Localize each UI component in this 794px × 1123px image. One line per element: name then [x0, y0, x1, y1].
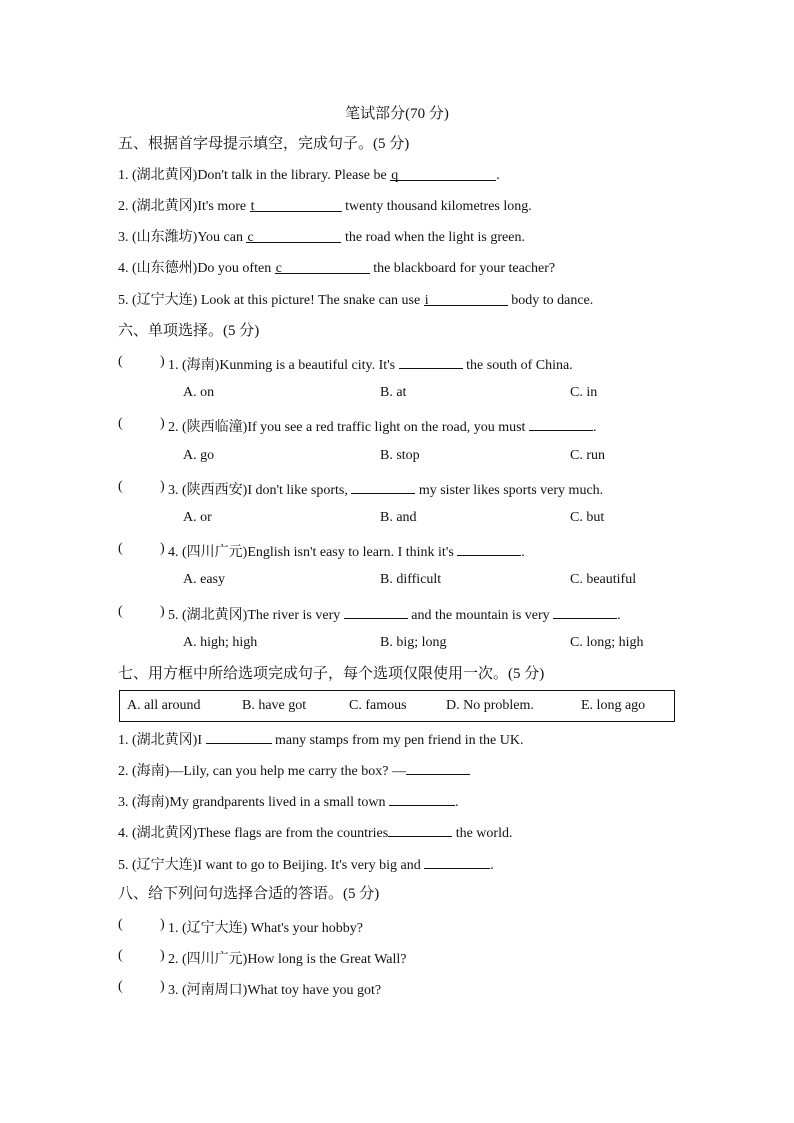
option-a[interactable]: A. easy	[183, 572, 225, 587]
match-question-1: 1. (辽宁大连) What's your hobby?	[168, 921, 363, 936]
answer-paren-right: )	[160, 479, 165, 494]
answer-blank[interactable]	[250, 198, 342, 212]
word-bank-box	[119, 690, 675, 722]
hint-letter: i	[424, 293, 429, 308]
section6-heading: 六、单项选择。(5 分)	[118, 323, 260, 339]
answer-paren-right: )	[160, 948, 165, 963]
option-a[interactable]: A. or	[183, 510, 212, 525]
word-bank-option-e: E. long ago	[581, 698, 646, 713]
answer-paren-left: (	[118, 604, 123, 619]
answer-paren-right: )	[160, 416, 165, 431]
option-c[interactable]: C. in	[570, 385, 598, 400]
question-text: 2. (陕西临潼)If you see a red traffic light on the road, you must	[168, 420, 529, 435]
match-question-3: 3. (河南周口)What toy have you got?	[168, 983, 382, 998]
box-item-text: 1. (湖北黄冈)I	[118, 733, 206, 748]
box-item-text: the world.	[452, 826, 513, 841]
option-b[interactable]: B. and	[380, 510, 417, 525]
answer-paren-left: (	[118, 948, 123, 963]
section8-heading: 八、给下列问句选择合适的答语。(5 分)	[118, 886, 380, 902]
answer-blank[interactable]	[206, 730, 272, 744]
question-text: .	[592, 420, 597, 435]
answer-paren-left: (	[118, 541, 123, 556]
box-item-5	[118, 855, 494, 875]
word-bank-option-b: B. have got	[242, 698, 307, 713]
option-c[interactable]: C. long; high	[570, 635, 644, 650]
word-bank-option-d: D. No problem.	[446, 698, 534, 713]
answer-paren-right: )	[160, 604, 165, 619]
box-item-text: 3. (海南)My grandparents lived in a small town	[118, 795, 390, 810]
section5-heading: 五、根据首字母提示填空，完成句子。(5 分)	[118, 136, 410, 152]
box-item-text: 4. (湖北黄冈)These flags are from the countries	[118, 826, 389, 841]
mc-question-4	[168, 541, 525, 561]
box-item-3	[118, 792, 459, 812]
box-item-text: 2. (海南)—Lily, can you help me carry the box? —	[118, 764, 406, 779]
answer-blank[interactable]	[529, 417, 593, 431]
fill-item-3	[118, 229, 525, 247]
hint-letter: t	[250, 199, 255, 214]
answer-blank[interactable]	[389, 792, 455, 806]
fill-item-text: the road when the light is green.	[341, 230, 525, 245]
answer-blank[interactable]	[424, 292, 508, 306]
option-c[interactable]: C. beautiful	[570, 572, 637, 587]
box-item-text: many stamps from my pen friend in the UK.	[271, 733, 524, 748]
box-item-text: .	[490, 858, 494, 873]
answer-paren-left: (	[118, 354, 123, 369]
question-text: 3. (陕西西安)I don't like sports,	[168, 483, 352, 498]
answer-blank[interactable]	[275, 260, 370, 274]
fill-item-text: 2. (湖北黄冈)It's more	[118, 199, 250, 214]
fill-item-text: body to dance.	[507, 293, 594, 308]
hint-letter: c	[247, 230, 254, 245]
answer-paren-left: (	[118, 979, 123, 994]
box-item-4	[118, 823, 512, 843]
question-text: .	[521, 545, 525, 560]
answer-paren-right: )	[160, 979, 165, 994]
mc-question-3	[168, 479, 603, 499]
answer-blank[interactable]	[390, 167, 496, 181]
question-text: and the mountain is very	[407, 608, 554, 623]
box-item-1	[118, 730, 523, 750]
option-b[interactable]: B. difficult	[380, 572, 442, 587]
answer-paren-right: )	[160, 917, 165, 932]
option-a[interactable]: A. on	[183, 385, 215, 400]
box-item-text: 5. (辽宁大连)I want to go to Beijing. It's very big and	[118, 858, 425, 873]
answer-blank[interactable]	[388, 823, 452, 837]
question-text: the south of China.	[462, 358, 573, 373]
option-b[interactable]: B. at	[380, 385, 407, 400]
fill-item-1	[118, 167, 500, 185]
option-c[interactable]: C. run	[570, 448, 605, 463]
fill-item-text: twenty thousand kilometres long.	[341, 199, 532, 214]
question-text: 1. (海南)Kunming is a beautiful city. It's	[168, 358, 399, 373]
fill-item-text: 3. (山东潍坊)You can	[118, 230, 247, 245]
fill-item-4	[118, 260, 555, 278]
fill-item-text: 5. (辽宁大连) Look at this picture! The snake can use	[118, 293, 424, 308]
answer-blank[interactable]	[553, 605, 617, 619]
option-c[interactable]: C. but	[570, 510, 605, 525]
option-b[interactable]: B. big; long	[380, 635, 447, 650]
fill-item-5	[118, 292, 593, 310]
fill-item-text: the blackboard for your teacher?	[369, 261, 556, 276]
hint-letter: c	[275, 261, 282, 276]
word-bank-option-a: A. all around	[127, 698, 201, 713]
answer-paren-right: )	[160, 354, 165, 369]
word-bank-option-c: C. famous	[349, 698, 407, 713]
question-text: .	[617, 608, 621, 623]
answer-blank[interactable]	[399, 355, 463, 369]
question-text: 5. (湖北黄冈)The river is very	[168, 608, 344, 623]
answer-blank[interactable]	[246, 229, 341, 243]
option-a[interactable]: A. high; high	[183, 635, 258, 650]
answer-blank[interactable]	[351, 480, 415, 494]
fill-item-text: .	[496, 168, 500, 183]
answer-paren-right: )	[160, 541, 165, 556]
answer-paren-left: (	[118, 416, 123, 431]
page-title: 笔试部分(70 分)	[345, 106, 449, 122]
hint-letter: q	[391, 168, 399, 183]
option-b[interactable]: B. stop	[380, 448, 420, 463]
fill-item-2	[118, 198, 532, 216]
mc-question-1	[168, 354, 573, 374]
mc-question-2	[168, 416, 596, 436]
answer-blank[interactable]	[457, 542, 521, 556]
answer-paren-left: (	[118, 917, 123, 932]
question-text: 4. (四川广元)English isn't easy to learn. I think it's	[168, 545, 458, 560]
box-item-2	[118, 761, 470, 781]
section7-heading: 七、用方框中所给选项完成句子，每个选项仅限使用一次。(5 分)	[118, 666, 545, 682]
question-text: my sister likes sports very much.	[415, 483, 604, 498]
option-a[interactable]: A. go	[183, 448, 215, 463]
match-question-2: 2. (四川广元)How long is the Great Wall?	[168, 952, 407, 967]
fill-item-text: 1. (湖北黄冈)Don't talk in the library. Please be	[118, 168, 391, 183]
box-item-text: .	[455, 795, 459, 810]
answer-paren-left: (	[118, 479, 123, 494]
answer-blank[interactable]	[344, 605, 408, 619]
mc-question-5	[168, 604, 621, 624]
answer-blank[interactable]	[406, 761, 470, 775]
answer-blank[interactable]	[424, 855, 490, 869]
fill-item-text: 4. (山东德州)Do you often	[118, 261, 275, 276]
